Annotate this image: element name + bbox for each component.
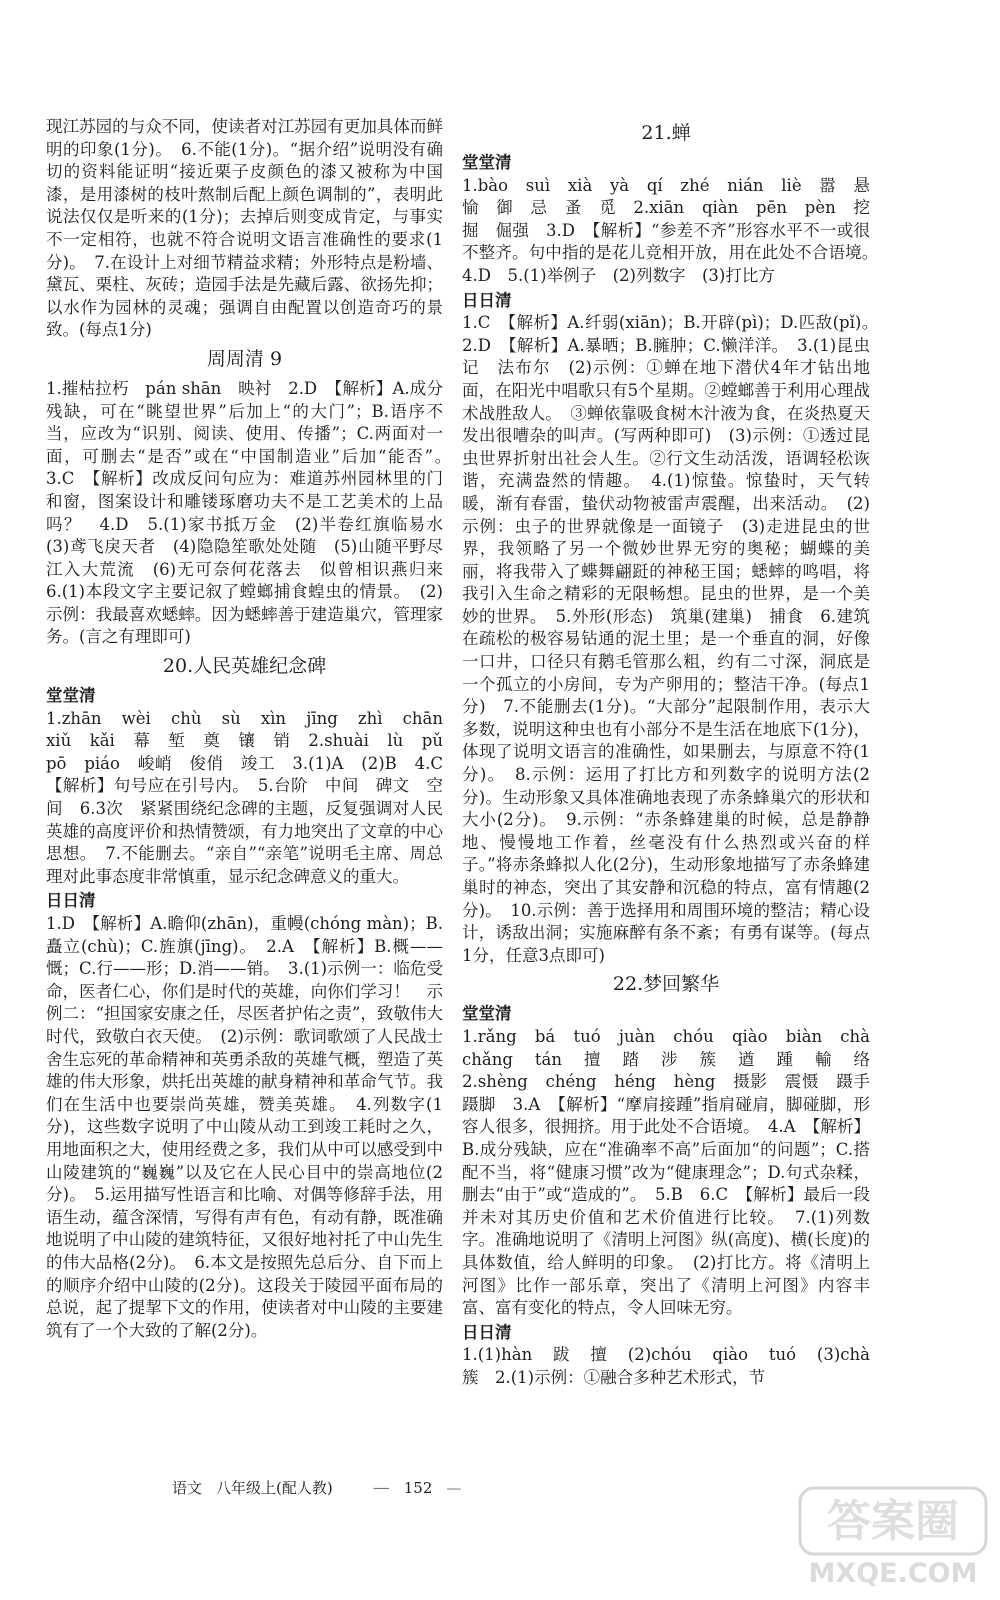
answer-paragraph: 1.摧枯拉朽 pán shān 映衬 2.D 【解析】A.成分残缺，可在“眺望世界”后加上“的大门”；B.语序不当，应改为“识别、阅读、使用、传播”；C.两面对一面，可删去“是否”或在“中国制造业”后加“能否”。 3.C 【解析】改成反问句应为：难道苏州园林里的门和窗，图案设计和雕镂琢磨功夫不是工艺美术的上品吗？ 4.D 5.(1)家书抵万金 (2)半卷红旗临易水 (3)鸢飞戾天者 (4)隐隐笙歌处处随 (5)山随平野尽 江入大荒流 (6)无可奈何花落去 似曾相识燕归来 6.(1)本段文字主要记叙了螳螂捕食蝗虫的情景。 (2)示例：我最喜欢蟋蟀。因为蟋蟀善于建造巢穴，管理家务。(言之有理即可) bbox=[46, 378, 460, 647]
watermark-graphic bbox=[798, 1484, 988, 1594]
answer-paragraph: 1.(1)hàn 跋 擅 (2)chóu qiào tuó (3)chà 簇 2.(1)示例：①融合多种艺术形式，节 bbox=[462, 1345, 887, 1387]
section-title: 周周清 9 bbox=[206, 347, 283, 370]
footer-dash-left: — bbox=[372, 1477, 390, 1498]
section-title: 20.人民英雄纪念碑 bbox=[162, 655, 327, 678]
section-title: 21.蝉 bbox=[641, 122, 691, 144]
answer-paragraph: 1.zhān wèi chù sù xìn jīng zhì chān xiǔ kǎi 幕 堑 奠 镶 销 2.shuài lù pǔ pō piáo 峻峭 俊俏 竣工 3.(1)A (2)B 4.C 【解析】句号应在引号内。 5.台阶 中间 碑文 空间 6.3次 紧紧围绕纪念碑的主题，反复强调对人民英雄的高度评价和热情赞颂，有力地突出了文章的中心思想。 7.不能删去。“亲自”“亲笔”说明毛主席、周总理对此事态度非常慎重，显示纪念碑意义的重大。 bbox=[46, 708, 460, 886]
subsection-label: 日日清 bbox=[46, 891, 96, 911]
answer-paragraph: 1.bào suì xià yà qí zhé nián liè 嚣 悬 愉 御 忌 蚤 觅 2.xiān qiàn pēn pèn 挖掘 倔强 3.D 【解析】“参差不齐”形容水平不一或很不整齐。句中指的是花儿竞相开放，用在此处不合语境。 4.D 5.(1)举例子 (2)列数字 (3)打比方 bbox=[462, 175, 887, 285]
answer-paragraph: 现江苏园的与众不同，使读者对江苏园有更加具体而鲜明的印象(1分)。 6.不能(1分)。“据介绍”说明没有确切的资料能证明“接近栗子皮颜色的漆又被称为中国漆，是用漆树的枝叶熬制后配上颜色调制的”，表明此说法仅仅是听来的(1分)；去掉后则变成肯定，与事实不一定相符，也就不符合说明文语言准确性的要求(1分)。 7.在设计上对细节精益求精；外形特点是粉墙、黛瓦、栗柱、灰砖；造园手法是先藏后露、欲扬先抑；以水作为园林的灵魂；强调自由配置以创造奇巧的景致。(每点1分) bbox=[46, 117, 443, 340]
watermark-line2: MXQE.COM bbox=[808, 1558, 978, 1589]
answer-paragraph: 1.rǎng bá tuó juàn chóu qiào biàn chà chǎng tán 擅 踏 涉 簇 遒 踵 輸 络 2.shèng chéng héng hèng 摄影 震慑 蹑手蹑脚 3.A 【解析】“摩肩接踵”指肩碰肩，脚碰脚，形容人很多，很拥挤。用于此处不合语境。 4.A 【解析】B.成分残缺，应在“准确率不高”后面加“的问题”；C.搭配不当，将“健康习惯”改为“健康理念”；D.句式杂糅，删去“由于”或“造成的”。 5.B 6.C 【解析】最后一段并未对其历史价值和艺术价值进行比较。 7.(1)列数字。准确地说明了《清明上河图》纵(高度)、横(长度)的具体数值，给人鲜明的印象。 (2)打比方。将《清明上河图》比作一部乐章，突出了《清明上河图》内容丰富、富有变化的特点，令人回味无穷。 bbox=[462, 1026, 887, 1318]
footer-grade: 八年级上(配人教) bbox=[216, 1479, 333, 1497]
footer-subject: 语文 bbox=[172, 1479, 203, 1497]
subsection-label: 堂堂清 bbox=[462, 1004, 512, 1024]
left-column bbox=[46, 116, 460, 1342]
footer-dash-right: — bbox=[446, 1478, 462, 1497]
watermark-logo bbox=[798, 1484, 988, 1594]
right-column bbox=[462, 116, 887, 1389]
page-footer bbox=[172, 1477, 461, 1498]
section-title: 22.梦回繁华 bbox=[612, 973, 720, 996]
answer-paragraph: 1.C 【解析】A.纤弱(xiān)；B.开辟(pì)；D.匹敌(pǐ)。 2.D 【解析】A.暴晒；B.臃肿；C.懒洋洋。 3.(1)昆虫记 法布尔 (2)示例：①蝉在地下潜伏4年才钻出地面，在阳光中唱歌只有5个星期。②螳螂善于利用心理战术战胜敌人。 ③蝉依靠吸食树木汁液为食，在炎热夏天发出很嘈杂的叫声。(写两种即可) (3)示例：①透过昆虫世界折射出社会人生。②行文生动活泼，语调轻松诙谐，充满盎然的情趣。 4.(1)惊蛰。惊蛰时，天气转暖，渐有春雷，蛰伏动物被雷声震醒，出来活动。 (2)示例：虫子的世界就像是一面镜子 (3)走进昆虫的世界，我领略了另一个微妙世界无穷的奥秘；蝴蝶的美丽，将我带入了蝶舞翩跹的神秘王国；蟋蟀的鸣唱，将我引入生命之精彩的无限畅想。昆虫的世界，是一个美妙的世界。 5.外形(形态) 筑巢(建巢) 捕食 6.建筑在疏松的极容易钻通的泥土里；是一个垂直的洞，好像一口井，口径只有鹅毛管那么粗，约有二寸深，洞底是一个孤立的小房间，专为产卵用的；整洁干净。(每点1分) 7.不能删去(1分)。“大部分”起限制作用，表示大多数，说明这种虫也有小部分不是生活在地底下(1分)，体现了说明文语言的准确性，如果删去，与原意不符(1分)。 8.示例：运用了打比方和列数字的说明方法(2分)。生动形象又具体准确地表现了赤条蜂巢穴的形状和大小(2分)。 9.示例：“赤条蜂建巢的时候，总是静静地、慢慢地工作着，丝毫没有什么热烈或兴奋的样子。”将赤条蜂拟人化(2分)，生动形象地描写了赤条蜂建巢时的神态，突出了其安静和沉稳的特点，富有情趣(2分)。 10.示例：善于选择用和周围环境的整洁；精心设计，诱敌出洞；实施麻醉有条不紊；有勇有谋等。(每点1分，任意3点即可) bbox=[462, 313, 887, 965]
page-number: 152 bbox=[403, 1478, 433, 1497]
answer-paragraph: 1.D 【解析】A.瞻仰(zhān)，重幔(chóng màn)；B.矗立(chù)；C.旌旗(jīng)。 2.A 【解析】B.概——慨；C.行——形；D.消——销。 3.(1)示例一：临危受命，医者仁心，你们是时代的英雄，向你们学习！ 示例二：“担国家安康之任，尽医者护佑之责”，致敬伟大时代，致敬白衣天使。 (2)示例：歌词歌颂了人民战士舍生忘死的革命精神和英勇杀敌的英雄气概，塑造了英雄的伟大形象，烘托出英雄的献身精神和革命气节。我们在生活中也要崇尚英雄，赞美英雄。 4.列数字(1分)，这些数字说明了中山陵从动工到竣工耗时之久，用地面积之大，使用经费之多，我们从中可以感受到中山陵建筑的“巍巍”以及它在人民心目中的崇高地位(2分)。 5.运用描写性语言和比喻、对偶等修辞手法，用语生动，蕴含深情，写得有声有色，有动有静，既准确地说明了中山陵的建筑特征，又很好地衬托了中山先生的伟大品格(2分)。 6.本文是按照先总后分、自下而上的顺序介绍中山陵的(2分)。这段关于陵园平面布局的总说，起了提挈下文的作用，使读者对中山陵的主要建筑有了一个大致的了解(2分)。 bbox=[46, 914, 443, 1340]
subsection-label: 堂堂清 bbox=[46, 686, 96, 706]
watermark-line1: 答案圈 bbox=[827, 1496, 959, 1547]
subsection-label: 日日清 bbox=[462, 1322, 512, 1342]
subsection-label: 堂堂清 bbox=[462, 153, 512, 172]
subsection-label: 日日清 bbox=[462, 290, 512, 310]
